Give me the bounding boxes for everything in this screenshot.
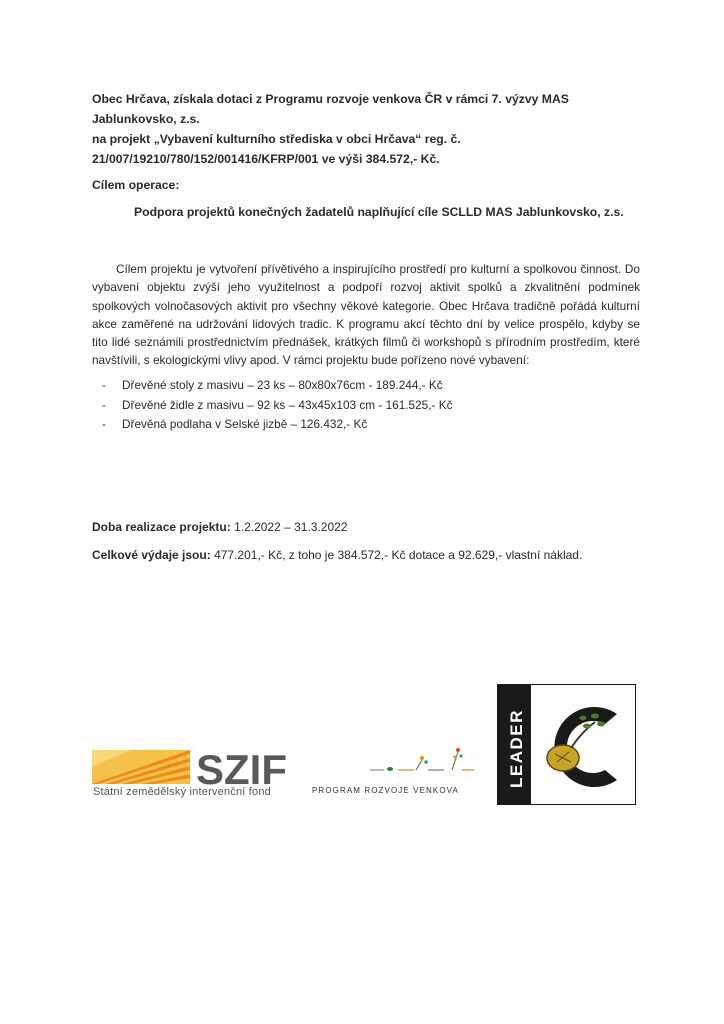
list-item-text: Dřevěné židle z masivu – 92 ks – 43x45x103 cm - 161.525,- Kč [122,397,453,412]
list-item-text: Dřevěné stoly z masivu – 23 ks – 80x80x76cm - 189.244,- Kč [122,378,443,392]
equipment-list [92,376,652,435]
list-dash: - [102,397,106,412]
body-paragraph: Cílem projektu je vytvoření přívětivého a inspirujícího prostředí pro kulturní a spolkovou činnost. Do vybavení objektu zvýší jeho využitelnost a podpoří rozvoj aktivit spolků a zkvalitnění podmínek spolkových volnočasových aktivit pro všechny věkové kategorie. Obec Hrčava tradičně pořádá kulturní akce zaměřené na udržování lidových tradic. K programu akcí těchto dní by velice prospělo, kdyby se tito lidé seznámili prostřednictvím přednášek, krátkých filmů či workshopů s přírodním prostředím, které navštívili, s ekologickými vlivy apod. V rámci projektu bude pořízeno nové vybavení: [92,262,640,368]
intro-line-1: Obec Hrčava, získala dotaci z Programu rozvoje venkova ČR v rámci 7. výzvy MAS Jablunkovsko, z.s. [92,92,569,126]
list-dash: - [102,378,106,392]
list-dash: - [102,417,106,431]
realization-period [92,520,652,534]
leader-text: LEADER [507,709,526,788]
szif-subtitle: Státní zemědělský intervenční fond [93,786,272,798]
leader-logo [497,684,636,805]
prv-caption: PROGRAM ROZVOJE VENKOVA [312,786,459,795]
szif-title: SZIF [196,746,287,793]
aim-label: Cílem operace: [92,178,180,192]
aim-text: Podpora projektů konečných žadatelů naplňující cíle SCLLD MAS Jablunkovsko, z.s. [134,205,624,219]
total-expenses [92,548,652,562]
expenses-value: 477.201,- Kč, z toho je 384.572,- Kč dotace a 92.629,- vlastní náklad. [214,548,583,562]
realization-value: 1.2.2022 – 31.3.2022 [234,520,348,534]
expenses-label: Celkové výdaje jsou: [92,548,211,562]
prv-logo [362,742,477,778]
szif-field-icon [92,750,190,784]
list-item [92,376,652,396]
list-item [92,415,652,435]
list-item [92,396,652,416]
realization-label: Doba realizace projektu: [92,520,231,534]
list-item-text: Dřevěná podlaha v Selské jizbě – 126.432,- Kč [122,417,368,431]
intro-line-3: 21/007/19210/780/152/001416/KFRP/001 ve výši 384.572,- Kč. [92,152,440,166]
intro-paragraph [92,89,652,169]
intro-line-2: na projekt „Vybavení kulturního střediska v obci Hrčava“ reg. č. [92,132,461,146]
